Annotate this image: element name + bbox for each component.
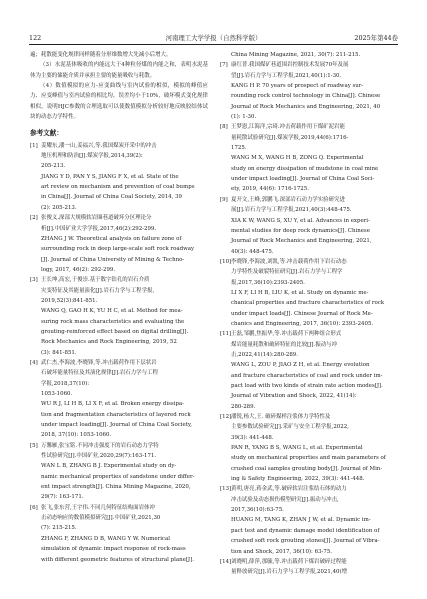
reference-text (41, 213, 208, 275)
reference-line: mental studies for deep rock dynamics[J]. Chinese (231, 227, 370, 234)
reference-number: [6] (30, 504, 38, 511)
reference-list-right (220, 50, 398, 578)
reference-text (231, 60, 398, 122)
reference-line: rounding rock control technology in China[J]. Chinese (231, 93, 381, 100)
conclusion-paragraph: （3）水泥基体吸收的内能远大于4种粒径煤的内能之和，表明水泥基体为主要的储能介质并承担主要的能量吸收与耗散。 (30, 62, 208, 79)
reference-line: pact test and dynamic damage model identification of (231, 527, 380, 534)
reference-line: 2019,52(3):841-851. (41, 297, 98, 304)
reference-line: HUANG M, TANG K, ZHAN J W, et al. Dynamic im- (231, 517, 371, 524)
reference-number: [13] (220, 486, 232, 493)
reference-line: grouting-reinforced effect based on digital drilling[J]. (41, 328, 189, 335)
reference-list-left (30, 141, 208, 565)
reference-line: 姜耀东,潘一山,姜福兴,等.我国煤炭开采中的冲击 (41, 142, 157, 149)
reference-number: [3] (30, 277, 38, 284)
reference-line: ZHANG J W. Theoretical analysis on failure zone of (41, 235, 182, 242)
reference-line: suring rock mass characteristics and evaluating the (41, 318, 185, 325)
reference-line: tion and fragmentation characteristics of layered rock (41, 411, 191, 418)
reference-line: 力学特性及破裂特征研究[J].岩石力学与工程学 (231, 269, 343, 276)
reference-line: 量释放研究[J].岩石力学与工程学报,2021,40(增 (231, 569, 348, 576)
reference-text (41, 503, 208, 565)
reference-text (41, 358, 208, 441)
reference-line: 张俊义.深部大规模软岩圈巷道破坏分区理论分 (41, 215, 152, 222)
reference-line: 击,2022,41(14):280-289. (231, 351, 298, 358)
reference-line: crushed soft rock grouting stones[J]. Journal of Vibra- (231, 538, 380, 545)
reference-line: and fracture characteristics of coal and rock under im- (231, 372, 383, 379)
reference-text (231, 412, 398, 484)
reference-line: 张飞,张东营,王宇伟.不同几何特征结构面岩体冲 (41, 504, 155, 511)
reference-line: ent impact strength[J]. China Mining Magazine, 2020, (41, 484, 191, 491)
reference-line: study on mechanical properties and main parameters of (231, 455, 386, 462)
reference-item (220, 50, 398, 60)
reference-line: Journal of Vibration and Shock, 2022, 41(14): (231, 393, 357, 400)
reference-line: 康红普.我国煤矿巷道围岩控制技术发展70年及展 (231, 62, 349, 69)
reference-item (220, 60, 398, 122)
reference-text (41, 441, 208, 503)
reference-line: namic mechanical properties of sandstone under differ- (41, 473, 195, 480)
reference-line: 39(3): 441-448. (231, 434, 274, 441)
reference-line: 冲击试验及动态损伤模型研究[J].振动与冲击, (231, 496, 339, 503)
reference-number: [1] (30, 142, 38, 149)
reference-line: China Mining Magazine, 2021, 30(7): 211-215. (231, 52, 361, 58)
reference-line: LI X F, LI H B, LIU K, et al. Study on dynamic me- (231, 289, 369, 296)
conclusion-paragraph: （4）数值模拟的应力-应变曲线与室内试验的相似，模拟的峰值应力、应变峰值与室内试验的相比均，误差均小于10%，破坏模式变化规律相似，说明HJC参数的合理选取可以使数值模拟分析较好地反映胶结体试块的动态力学特性。 (30, 83, 208, 121)
reference-number: [12] (220, 414, 232, 421)
reference-text (231, 50, 398, 60)
reference-line: 王长坤,高宏,于俊崇.基于数字钻孔的岩石介质 (41, 277, 150, 284)
reference-line: under impact loading[J]. Journal of China Coal Soci- (231, 176, 375, 183)
reference-number: [11] (220, 331, 232, 338)
right-column (220, 50, 398, 578)
reference-line: (2): 205-213. (41, 204, 77, 211)
page-header (29, 30, 398, 42)
reference-line: 主要参数试验研究[J].采矿与安全工程学报,2022, (231, 424, 349, 431)
reference-line: 石破坏能量特征及其演化规律[J].岩石力学与工程 (41, 370, 158, 377)
reference-item (220, 122, 398, 194)
reference-item (220, 412, 398, 484)
reference-line: 报,2017,36(10):2393-2405. (231, 279, 305, 286)
reference-number: [5] (30, 442, 38, 449)
left-column (30, 50, 208, 565)
reference-text (41, 141, 208, 213)
reference-line: surrounding rock in deep large-scale soft rock roadway (41, 246, 195, 253)
issue-info: 2025年第44卷 (354, 34, 398, 42)
reference-number: [10] (220, 258, 232, 265)
references-heading: 参考文献： (30, 129, 63, 138)
reference-line: under impact loading[J]. Journal of China Coal Society, (41, 422, 193, 429)
reference-item (30, 503, 208, 565)
reference-item (30, 358, 208, 441)
reference-number: [4] (30, 359, 38, 366)
reference-text (231, 484, 398, 556)
reference-line: 29(7): 163-171. (41, 494, 84, 501)
reference-line: 煤岩能量耗散和破碎特征的比较[J].振动与冲 (231, 341, 338, 348)
reference-line: 205-213. (41, 163, 66, 170)
reference-line: simulation of dynamic impact response of rock-mass (41, 546, 186, 553)
reference-item (220, 257, 398, 329)
reference-line: 王梦恩,江海洋,宗琦.冲击荷载作用下煤矿泥岩能 (231, 124, 345, 131)
reference-line: 刘晓明,薛萍,那毓,等.冲击载荷下煤岩破碎过程能 (231, 558, 347, 565)
reference-line: 2018, 37(10): 1053-1060. (41, 432, 112, 439)
reference-item (30, 441, 208, 503)
reference-item (220, 557, 398, 578)
reference-line: WANG M X, WANG H B, ZONG Q. Experimental (231, 155, 364, 162)
reference-line: Journal of Rock Mechanics and Engineering, 2021, 40 (231, 103, 381, 110)
reference-line: 地压机理和防治[J].煤炭学报,2014,39(2): (41, 153, 143, 160)
reference-line: 望[J].岩石力学与工程学报,2021,40(1):1-30. (231, 72, 342, 79)
reference-line: (1): 1-30. (231, 114, 257, 121)
reference-line: ZHANG F, ZHANG D B, WANG Y W. Numerical (41, 535, 170, 542)
reference-line: 析[J].中国矿业大学学报,2017,46(2):292-299. (41, 225, 157, 232)
header-rule (29, 44, 398, 45)
reference-line: 2017,36(10):63-75. (231, 507, 284, 514)
reference-line: 武仁杰,李海波,李晓锋,等.冲击载荷作用下层状岩 (41, 359, 157, 366)
reference-text (231, 329, 398, 412)
reference-line: under impact loads[J]. Chinese Journal of Rock Me- (231, 310, 373, 317)
conclusions (30, 50, 208, 122)
reference-line: 万馨雁,张宝铭.不同冲击强度下的岩石动态力学特 (41, 442, 159, 449)
reference-line: 1725. (231, 145, 247, 152)
reference-line: WANG Q, GAO H K, YU H C, et al. Method for mea- (41, 308, 183, 315)
reference-text (231, 122, 398, 194)
reference-line: 性试验研究[J].中国矿业,2020,29(7):163-171. (41, 453, 157, 460)
reference-text (231, 557, 398, 578)
reference-line: logy, 2017, 46(2): 292-299. (41, 266, 116, 273)
reference-line: 王磊,邹鹏,焦振华,等.冲击载荷下两种组合形式 (231, 331, 342, 338)
reference-line: WANG L, ZOU P, JIAO Z H, et al. Energy evolution (231, 362, 370, 369)
reference-line: art review on mechanism and prevention of coal bumps (41, 184, 195, 191)
reference-line: Rock Mechanics and Rock Engineering, 2019, 52 (41, 339, 177, 346)
reference-line: XIA K W, WANG S, XU Y, et al. Advances in experi- (231, 217, 370, 224)
reference-line: 学报,2018,37(10): (41, 380, 90, 387)
reference-line: 灾变特征及其能量演化[J].岩石力学与工程学报, (41, 287, 155, 294)
reference-line: with different geometric features of structural plane[J]. (41, 556, 194, 563)
reference-line: KANG H P. 70 years of prospect of roadway sur- (231, 83, 364, 90)
reference-line: ing & Safety Engineering, 2022, 39(3): 441-448. (231, 476, 365, 483)
reference-line: 击动态响应的数值模拟研究[J].中国矿业,2021,30 (41, 515, 161, 522)
reference-line: 280-289. (231, 403, 256, 410)
reference-text (231, 195, 398, 257)
reference-number (220, 50, 231, 60)
reference-line: chanics and Engineering, 2017, 36(10): 2393-2405. (231, 320, 374, 327)
reference-line: in China[J]. Journal of China Coal Society, 2014, 39 (41, 194, 182, 201)
reference-line: study on energy dissipation of mudstone in coal mine (231, 165, 379, 172)
reference-line: crushed coal samples grouting body[J]. Journal of Min- (231, 465, 383, 472)
reference-line: 量耗散试验研究[J].煤炭学报,2019,44(6):1716- (231, 134, 349, 141)
reference-line: 1053-1060. (41, 391, 73, 397)
reference-line: WU R J, LI H B, LI X F, et al. Broken energy dissipa- (41, 401, 185, 408)
reference-line: chanical properties and fracture characteristics of rock (231, 300, 385, 307)
journal-title: 河南理工大学学报（自然科学版） (165, 34, 262, 42)
reference-line: (7): 215-215. (41, 525, 77, 532)
reference-line: 40(3): 448-475. (231, 248, 274, 255)
reference-item (30, 275, 208, 358)
reference-number: [7] (220, 62, 228, 69)
reference-line: tion and Shock, 2017, 36(10): 63-75. (231, 548, 333, 555)
reference-line: 潘锐,杨大,王. 破碎煤样注浆体力学特性及 (231, 414, 331, 421)
page-number: 122 (29, 34, 42, 42)
reference-number: [9] (220, 196, 228, 203)
reference-item (220, 484, 398, 556)
reference-line: JIANG Y D, PAN Y S, JIANG F X, et al. State of the (41, 173, 179, 180)
reference-text (231, 257, 398, 329)
reference-line: 李晓锋,李海波,刘凯,等.冲击载荷作用下岩石动态 (231, 258, 347, 265)
reference-line: ety, 2019, 44(6): 1716-1725. (231, 186, 309, 193)
reference-number: [14] (220, 558, 232, 565)
reference-line: PAN R, YANG B S, WANG L, et al. Experimental (231, 445, 363, 452)
reference-item (220, 329, 398, 412)
reference-line: 夏开文,王峰,郭鹏飞.深部岩石动力学实验研究进 (231, 196, 345, 203)
reference-line: (3): 841-851. (41, 349, 77, 356)
reference-number: [2] (30, 215, 38, 222)
reference-item (220, 195, 398, 257)
reference-line: 黄明,唐亮,蒋金武,等.破碎软岩注浆结石体的动力 (231, 486, 347, 493)
conclusion-paragraph: 遍；耗散能变化规律同样随着分形维数增大先减小后增大。 (30, 52, 172, 58)
reference-text (41, 275, 208, 358)
reference-item (30, 141, 208, 213)
reference-line: pact load with two kinds of strain rate action modes[J]. (231, 383, 383, 389)
reference-line: Journal of Rock Mechanics and Engineering, 2021, (231, 238, 372, 245)
reference-line: WAN L B, ZHANG B J. Experimental study on dy- (41, 463, 177, 470)
reference-number: [8] (220, 124, 228, 131)
reference-line: 展[J].岩石力学与工程学报,2021,40(3):448-475. (231, 207, 352, 214)
reference-item (30, 213, 208, 275)
reference-line: [J]. Journal of China University of Mining & Techno- (41, 256, 185, 263)
